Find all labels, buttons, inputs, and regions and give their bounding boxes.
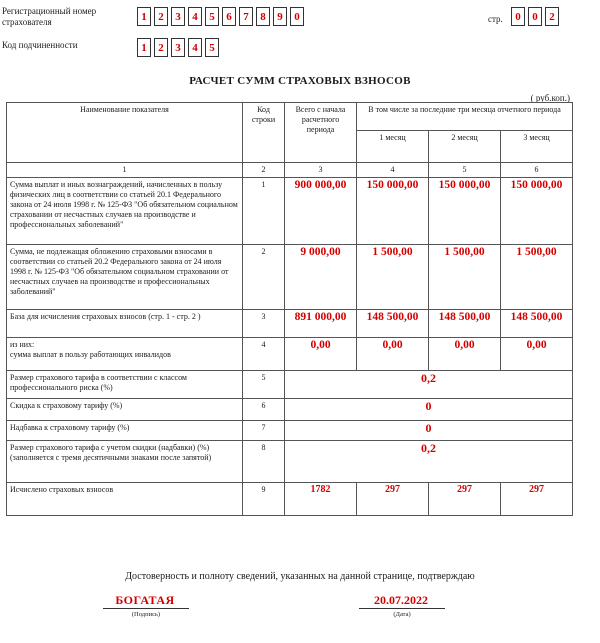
row-merged-value[interactable]: 0 bbox=[285, 399, 573, 421]
row-month3-value[interactable]: 0,00 bbox=[501, 338, 573, 371]
row-code: 8 bbox=[243, 441, 285, 483]
row-code: 4 bbox=[243, 338, 285, 371]
reg-digit: 9 bbox=[273, 7, 287, 26]
page-number-cells[interactable] bbox=[511, 7, 562, 26]
col-header-total: Всего с начала расчетного периода bbox=[285, 103, 357, 163]
row-label-cell bbox=[7, 338, 243, 371]
row-label: Размер страхового тарифа в соответствии с классом профессионального риска (%) bbox=[7, 371, 243, 399]
subordination-code-cells[interactable] bbox=[137, 38, 222, 57]
table-row bbox=[7, 399, 573, 421]
sub-digit: 2 bbox=[154, 38, 168, 57]
page-digit: 0 bbox=[528, 7, 542, 26]
column-number-row bbox=[7, 163, 573, 178]
confirmation-text: Достоверность и полноту сведений, указанных на данной странице, подтверждаю bbox=[125, 571, 475, 582]
sub-digit: 4 bbox=[188, 38, 202, 57]
reg-number-cells[interactable] bbox=[137, 7, 307, 26]
subordination-code-label: Код подчиненности bbox=[2, 40, 78, 50]
row-code: 2 bbox=[243, 245, 285, 310]
date-caption: (Дата) bbox=[393, 611, 411, 618]
row-month3-value[interactable]: 1 500,00 bbox=[501, 245, 573, 310]
col-header-month1: 1 месяц bbox=[357, 131, 429, 163]
row-code: 6 bbox=[243, 399, 285, 421]
row-month1-value[interactable]: 0,00 bbox=[357, 338, 429, 371]
row-month2-value[interactable]: 148 500,00 bbox=[429, 310, 501, 338]
col-number: 4 bbox=[357, 163, 429, 178]
row-label: Сумма выплат и иных вознаграждений, начисленных в пользу физических лиц в соответствии со статьей 20.1 Федерального закона от 24 июля 1998 г. № 125-ФЗ "Об обязательном социальном страховании от несчастных случаев на производстве и профессиональных заболеваний" bbox=[7, 178, 243, 245]
sub-digit: 5 bbox=[205, 38, 219, 57]
row-total-value[interactable]: 9 000,00 bbox=[285, 245, 357, 310]
row-total-value[interactable]: 0,00 bbox=[285, 338, 357, 371]
signature-line bbox=[103, 608, 189, 609]
row-code: 3 bbox=[243, 310, 285, 338]
units-note: ( руб.коп.) bbox=[530, 93, 570, 103]
row-month3-value[interactable]: 148 500,00 bbox=[501, 310, 573, 338]
reg-digit: 1 bbox=[137, 7, 151, 26]
table-row bbox=[7, 421, 573, 441]
page-digit: 2 bbox=[545, 7, 559, 26]
page-digit: 0 bbox=[511, 7, 525, 26]
date-line bbox=[359, 608, 445, 609]
table-row bbox=[7, 441, 573, 483]
table-row bbox=[7, 245, 573, 310]
table-row bbox=[7, 371, 573, 399]
row-merged-value[interactable]: 0,2 bbox=[285, 371, 573, 399]
row-label: Исчислено страховых взносов bbox=[7, 483, 243, 516]
row-month1-value[interactable]: 150 000,00 bbox=[357, 178, 429, 245]
col-number: 2 bbox=[243, 163, 285, 178]
row-code: 5 bbox=[243, 371, 285, 399]
col-header-month3: 3 месяц bbox=[501, 131, 573, 163]
row-month1-value[interactable]: 297 bbox=[357, 483, 429, 516]
table-row bbox=[7, 483, 573, 516]
row-total-value[interactable]: 891 000,00 bbox=[285, 310, 357, 338]
col-number: 6 bbox=[501, 163, 573, 178]
col-number: 1 bbox=[7, 163, 243, 178]
row-code: 7 bbox=[243, 421, 285, 441]
sub-digit: 3 bbox=[171, 38, 185, 57]
row-label: Размер страхового тарифа с учетом скидки (надбавки) (%) (заполняется с тремя десятичными знаками после запятой) bbox=[7, 441, 243, 483]
reg-digit: 6 bbox=[222, 7, 236, 26]
row-label: База для исчисления страховых взносов (стр. 1 - стр. 2 ) bbox=[7, 310, 243, 338]
signature-value[interactable]: БОГАТАЯ bbox=[115, 593, 175, 607]
col-header-last3: В том числе за последние три месяца отчетного периода bbox=[357, 103, 573, 131]
row-label: Надбавка к страховому тарифу (%) bbox=[7, 421, 243, 441]
row-label: из них: bbox=[10, 340, 35, 349]
row-month2-value[interactable]: 0,00 bbox=[429, 338, 501, 371]
row-month3-value[interactable]: 150 000,00 bbox=[501, 178, 573, 245]
reg-digit: 3 bbox=[171, 7, 185, 26]
page-title: РАСЧЕТ СУММ СТРАХОВЫХ ВЗНОСОВ bbox=[189, 75, 411, 87]
row-total-value[interactable]: 900 000,00 bbox=[285, 178, 357, 245]
page-label: стр. bbox=[488, 14, 503, 24]
date-value[interactable]: 20.07.2022 bbox=[374, 593, 428, 607]
row-code: 1 bbox=[243, 178, 285, 245]
row-merged-value[interactable]: 0,2 bbox=[285, 441, 573, 483]
reg-digit: 0 bbox=[290, 7, 304, 26]
table-row bbox=[7, 338, 573, 371]
row-label: Сумма, не подлежащая обложению страховыми взносами в соответствии со статьей 20.2 Федерального закона от 24 июля 1998 г. № 125-ФЗ "Об обязательном социальном страховании от несчастных случаев на производстве и профессиональных заболеваний" bbox=[7, 245, 243, 310]
contributions-table bbox=[6, 102, 573, 516]
signature-caption: (Подпись) bbox=[131, 611, 161, 618]
col-header-name: Наименование показателя bbox=[7, 103, 243, 163]
table-row bbox=[7, 310, 573, 338]
row-month2-value[interactable]: 1 500,00 bbox=[429, 245, 501, 310]
row-merged-value[interactable]: 0 bbox=[285, 421, 573, 441]
reg-digit: 2 bbox=[154, 7, 168, 26]
col-number: 3 bbox=[285, 163, 357, 178]
row-total-value[interactable]: 1782 bbox=[285, 483, 357, 516]
reg-digit: 4 bbox=[188, 7, 202, 26]
row-label: Скидка к страховому тарифу (%) bbox=[7, 399, 243, 421]
row-month1-value[interactable]: 1 500,00 bbox=[357, 245, 429, 310]
row-sublabel: сумма выплат в пользу работающих инвалидов bbox=[10, 350, 171, 359]
col-header-month2: 2 месяц bbox=[429, 131, 501, 163]
reg-digit: 5 bbox=[205, 7, 219, 26]
col-header-code: Код строки bbox=[243, 103, 285, 163]
sub-digit: 1 bbox=[137, 38, 151, 57]
row-code: 9 bbox=[243, 483, 285, 516]
row-month1-value[interactable]: 148 500,00 bbox=[357, 310, 429, 338]
row-month2-value[interactable]: 297 bbox=[429, 483, 501, 516]
reg-digit: 8 bbox=[256, 7, 270, 26]
reg-digit: 7 bbox=[239, 7, 253, 26]
row-month3-value[interactable]: 297 bbox=[501, 483, 573, 516]
row-month2-value[interactable]: 150 000,00 bbox=[429, 178, 501, 245]
reg-number-label: Регистрационный номер страхователя bbox=[2, 6, 97, 27]
table-row bbox=[7, 178, 573, 245]
col-number: 5 bbox=[429, 163, 501, 178]
